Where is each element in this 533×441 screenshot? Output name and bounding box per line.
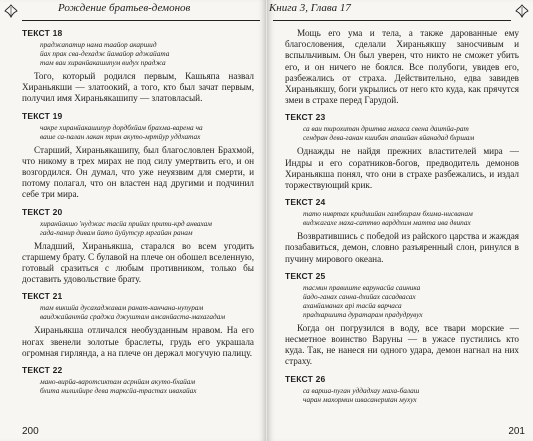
- translation-paragraph: Однажды не найдя прежних властителей мира — Индры и его соратников-богов, предводитель демонов Хираньякша понял, что они в страхе разбежались, и издал торжествующий крик.: [285, 146, 519, 191]
- text-heading: ТЕКСТ 21: [22, 291, 63, 302]
- verse-line: сендран дева-ганан кшибан апашйан вйанадад бхршам: [303, 133, 475, 143]
- text-heading: ТЕКСТ 26: [285, 373, 326, 384]
- verse-line: са ваи тирохитан дрштва махаса свена даитйа-рат: [303, 124, 469, 134]
- verse-line: йах прак сва-дехадж йамайор аджайата: [40, 49, 170, 58]
- right-page-content: [285, 24, 519, 404]
- translation-paragraph: Хираньякша отличался необузданным нравом. На его ногах звенели золотые браслеты, грудь его украшала огромная гирлянда, а на плече он держал могучую палицу.: [22, 325, 254, 358]
- verse-transliteration: [40, 40, 254, 67]
- translation-paragraph: Возвратившись с победой из райского царства и жаждая позабавиться, демон, словно разъяренный слон, ринулся в пучину мирового океана.: [285, 231, 519, 264]
- verse-line: чаран махормин швасанериtан мухух: [303, 394, 417, 404]
- text-heading: ТЕКСТ 20: [22, 206, 63, 217]
- verse-line: там викшйа дусахаджавам ранат-канчана-нупурам: [40, 303, 204, 313]
- verse-line: праджапатир нама таайор акаршид: [40, 40, 157, 49]
- verse-line: бхита нилилйире дева тарксйа-трастах ивахайах: [40, 386, 197, 396]
- page-number-left: 200: [22, 426, 39, 437]
- text-heading: ТЕКСТ 22: [22, 365, 63, 376]
- verse-transliteration: [40, 219, 254, 237]
- text-heading: ТЕКСТ 24: [285, 197, 326, 208]
- leaf-ornament-icon: [4, 4, 18, 18]
- verse-transliteration: [40, 303, 254, 321]
- verse-line: мано-вирйа-варотсиктам асрнйам акуто-бхайам: [40, 377, 196, 387]
- verse-transliteration: [303, 124, 519, 142]
- verse-line: ваше са-палан лакан трин акуто-мртйур уддхатах: [40, 131, 201, 141]
- verse-line: там ваи хиранйакашипум видух праджа: [40, 58, 166, 67]
- text-block: [285, 374, 519, 404]
- verse-transliteration: [40, 123, 254, 141]
- translation-paragraph: Когда он погрузился в воду, все твари морские — несметное воинство Варуны — в ужасе пустились кто куда. Так, не нанеся ни одного удара, демон нагнал на них страху.: [285, 322, 519, 367]
- verse-line: йадо-ганах санна-дхийах сасадвасах: [303, 291, 416, 301]
- verse-line: аханйаманах api тасйа варчаса: [303, 300, 402, 310]
- verse-line: прадхаршита дуратарам прадудрувух: [303, 309, 423, 319]
- translation-paragraph: Младший, Хираньякша, старался во всем угодить старшему брату. С булавой на плече он обошел вселенную, готовый сразиться с любым противником, только бы доставить удовольствие брату.: [22, 240, 254, 285]
- verse-line: хиранйакшо 'нуджас тасйа прийах прити-крд анвахам: [40, 218, 212, 228]
- translation-paragraph: Того, который родился первым, Кашьяпа назвал Хираньякши — златоокий, а того, кто был зачат первым, получил имя Хираньякашипу — златовласый.: [22, 71, 254, 104]
- verse-transliteration: [303, 283, 519, 319]
- verse-transliteration: [303, 386, 519, 404]
- text-block: [285, 271, 519, 368]
- text-block: [285, 112, 519, 191]
- text-block: [22, 365, 254, 395]
- verse-transliteration: [40, 377, 254, 395]
- text-heading: ТЕКСТ 18: [22, 28, 63, 38]
- verse-transliteration: [303, 209, 519, 227]
- leaf-ornament-icon: [515, 4, 529, 18]
- text-heading: ТЕКСТ 25: [285, 270, 326, 281]
- verse-line: виджагахе маха-саттво варддхим матта ива двипах: [303, 218, 471, 228]
- header-rule-left: [22, 20, 260, 21]
- text-block: [22, 207, 254, 286]
- page-number-right: 201: [508, 426, 525, 437]
- right-page: [267, 0, 533, 441]
- verse-line: тасмин правиште варунасйа саиника: [303, 282, 421, 292]
- text-block: [285, 28, 519, 106]
- text-heading: ТЕКСТ 19: [22, 110, 63, 121]
- verse-line: тато нивртах кридишйан гамбхирам бхима-нисванам: [303, 209, 473, 219]
- verse-line: гада-панир дивам йато йуйутсур мргайан ранам: [40, 227, 193, 237]
- text-heading: ТЕКСТ 23: [285, 112, 326, 123]
- text-block: [22, 291, 254, 359]
- text-block: [285, 197, 519, 265]
- translation-paragraph: Старший, Хираньякашипу, был благословлен Брахмой, что никому в трех мирах не под силу умертвить его, и он возгордился. Он думал, что уже неуязвим для смерти, и потому полагал, что он властен над другими и подчинил себе три мира.: [22, 144, 254, 200]
- running-header-right: Книга 3, Глава 17: [269, 2, 351, 14]
- left-page: [0, 0, 266, 441]
- left-page-content: [22, 24, 254, 395]
- verse-line: ваиджайантйа сраджа джуштам амсанйаста-махагадам: [40, 312, 226, 322]
- running-header-left: Рождение братьев-демонов: [58, 2, 191, 14]
- verse-line: са варша-пуган уддадхау маха-балаш: [303, 385, 420, 395]
- text-block: [22, 28, 254, 105]
- header-rule-right: [273, 20, 511, 21]
- text-block: [22, 111, 254, 201]
- verse-line: чакре хиранйакашипур дордбхйам брахма-варена ча: [40, 122, 203, 132]
- translation-paragraph: Мощь его ума и тела, а также дарованные ему благословения, сделали Хираньякшу заносчивым и вспыльчивым. Он был уверен, что никто не сможет убить его, и он ничего не боялся. Все полубоги, увидев его, разбежались от страха. Действительно, едва завидев Хираньякшу, боги укрылись от него кто куда, как прячутся змеи в страхе перед Гарудой.: [285, 28, 519, 106]
